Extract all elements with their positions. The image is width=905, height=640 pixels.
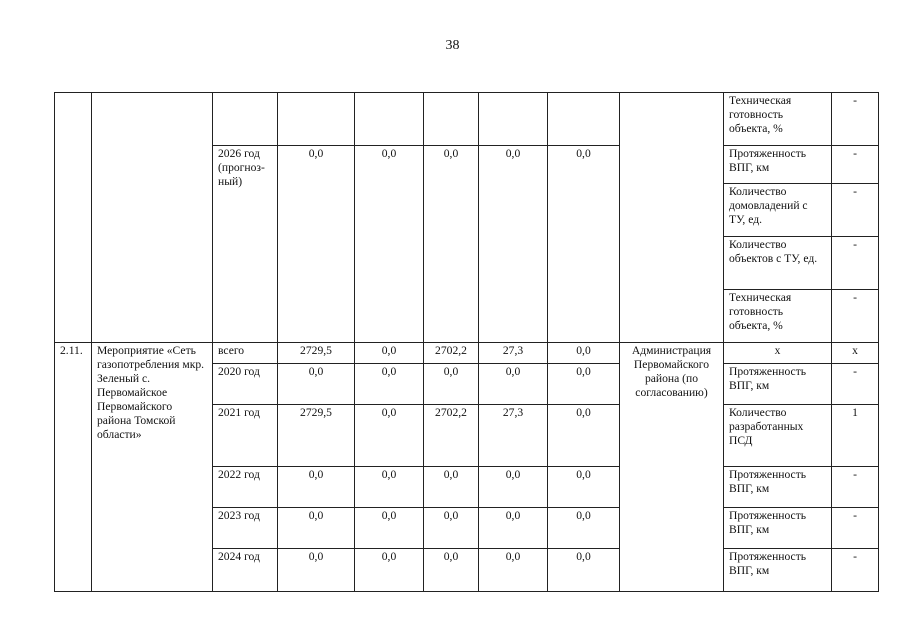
indicator-value-cell: - [832, 237, 879, 290]
indicator-value-cell: - [832, 549, 879, 592]
value-cell: 0,0 [278, 467, 355, 508]
value-cell: 0,0 [278, 364, 355, 405]
period-cell: 2023 год [213, 508, 278, 549]
page-number: 38 [445, 38, 460, 53]
period-cell: 2021 год [213, 405, 278, 467]
value-cell: 2729,5 [278, 405, 355, 467]
number-cell-continued [55, 93, 92, 343]
period-cell: 2024 год [213, 549, 278, 592]
value-cell: 0,0 [479, 146, 548, 343]
indicator-name-cell: х [724, 343, 832, 364]
value-cell: 0,0 [548, 146, 620, 343]
value-cell: 0,0 [424, 549, 479, 592]
table-row [55, 343, 879, 364]
value-cell: 0,0 [424, 467, 479, 508]
value-cell: 0,0 [355, 343, 424, 364]
period-cell: 2026 год (прогноз-ный) [213, 146, 278, 343]
executor-cell-continued [620, 93, 724, 343]
value-cell: 27,3 [479, 343, 548, 364]
value-cell: 0,0 [424, 508, 479, 549]
indicator-value-cell: х [832, 343, 879, 364]
value-cell [278, 93, 355, 146]
value-cell: 0,0 [355, 364, 424, 405]
table-row [55, 93, 879, 146]
value-cell: 0,0 [548, 549, 620, 592]
indicator-name-cell: Протяженность ВПГ, км [724, 146, 832, 184]
measure-name-cell: Мероприятие «Сеть газопотребления мкр. Зеленый с. Первомайское Первомайского района Томской области» [92, 343, 213, 592]
indicator-name-cell: Количество домовладений с ТУ, ед. [724, 184, 832, 237]
value-cell: 0,0 [355, 146, 424, 343]
indicator-name-cell: Протяженность ВПГ, км [724, 549, 832, 592]
value-cell: 0,0 [479, 467, 548, 508]
period-cell: 2022 год [213, 467, 278, 508]
measure-name-cell-continued [92, 93, 213, 343]
value-cell [479, 93, 548, 146]
value-cell: 0,0 [355, 549, 424, 592]
value-cell: 0,0 [548, 343, 620, 364]
value-cell [424, 93, 479, 146]
indicator-value-cell: - [832, 508, 879, 549]
indicator-value-cell: - [832, 184, 879, 237]
indicator-name-cell: Техническая готовность объекта, % [724, 93, 832, 146]
value-cell [548, 93, 620, 146]
value-cell: 0,0 [355, 405, 424, 467]
value-cell: 0,0 [479, 508, 548, 549]
value-cell: 0,0 [548, 508, 620, 549]
value-cell: 0,0 [278, 146, 355, 343]
period-cell [213, 93, 278, 146]
value-cell: 2702,2 [424, 405, 479, 467]
indicator-name-cell: Протяженность ВПГ, км [724, 364, 832, 405]
value-cell: 2702,2 [424, 343, 479, 364]
indicator-name-cell: Техническая готовность объекта, % [724, 290, 832, 343]
measure-number-cell: 2.11. [55, 343, 92, 592]
indicator-name-cell: Протяженность ВПГ, км [724, 508, 832, 549]
value-cell: 0,0 [355, 467, 424, 508]
indicator-name-cell: Количество разработанных ПСД [724, 405, 832, 467]
value-cell: 2729,5 [278, 343, 355, 364]
program-table [54, 92, 879, 592]
value-cell: 0,0 [424, 364, 479, 405]
value-cell: 0,0 [278, 508, 355, 549]
value-cell: 0,0 [548, 467, 620, 508]
value-cell: 0,0 [424, 146, 479, 343]
indicator-name-cell: Протяженность ВПГ, км [724, 467, 832, 508]
value-cell: 27,3 [479, 405, 548, 467]
value-cell: 0,0 [479, 364, 548, 405]
indicator-value-cell: - [832, 93, 879, 146]
indicator-value-cell: - [832, 467, 879, 508]
value-cell: 0,0 [548, 405, 620, 467]
value-cell: 0,0 [479, 549, 548, 592]
value-cell: 0,0 [355, 508, 424, 549]
period-cell: 2020 год [213, 364, 278, 405]
value-cell [355, 93, 424, 146]
indicator-value-cell: - [832, 364, 879, 405]
period-cell: всего [213, 343, 278, 364]
value-cell: 0,0 [278, 549, 355, 592]
indicator-value-cell: 1 [832, 405, 879, 467]
indicator-value-cell: - [832, 290, 879, 343]
value-cell: 0,0 [548, 364, 620, 405]
indicator-name-cell: Количество объектов с ТУ, ед. [724, 237, 832, 290]
indicator-value-cell: - [832, 146, 879, 184]
executor-cell: Администрация Первомайского района (по согласованию) [620, 343, 724, 592]
